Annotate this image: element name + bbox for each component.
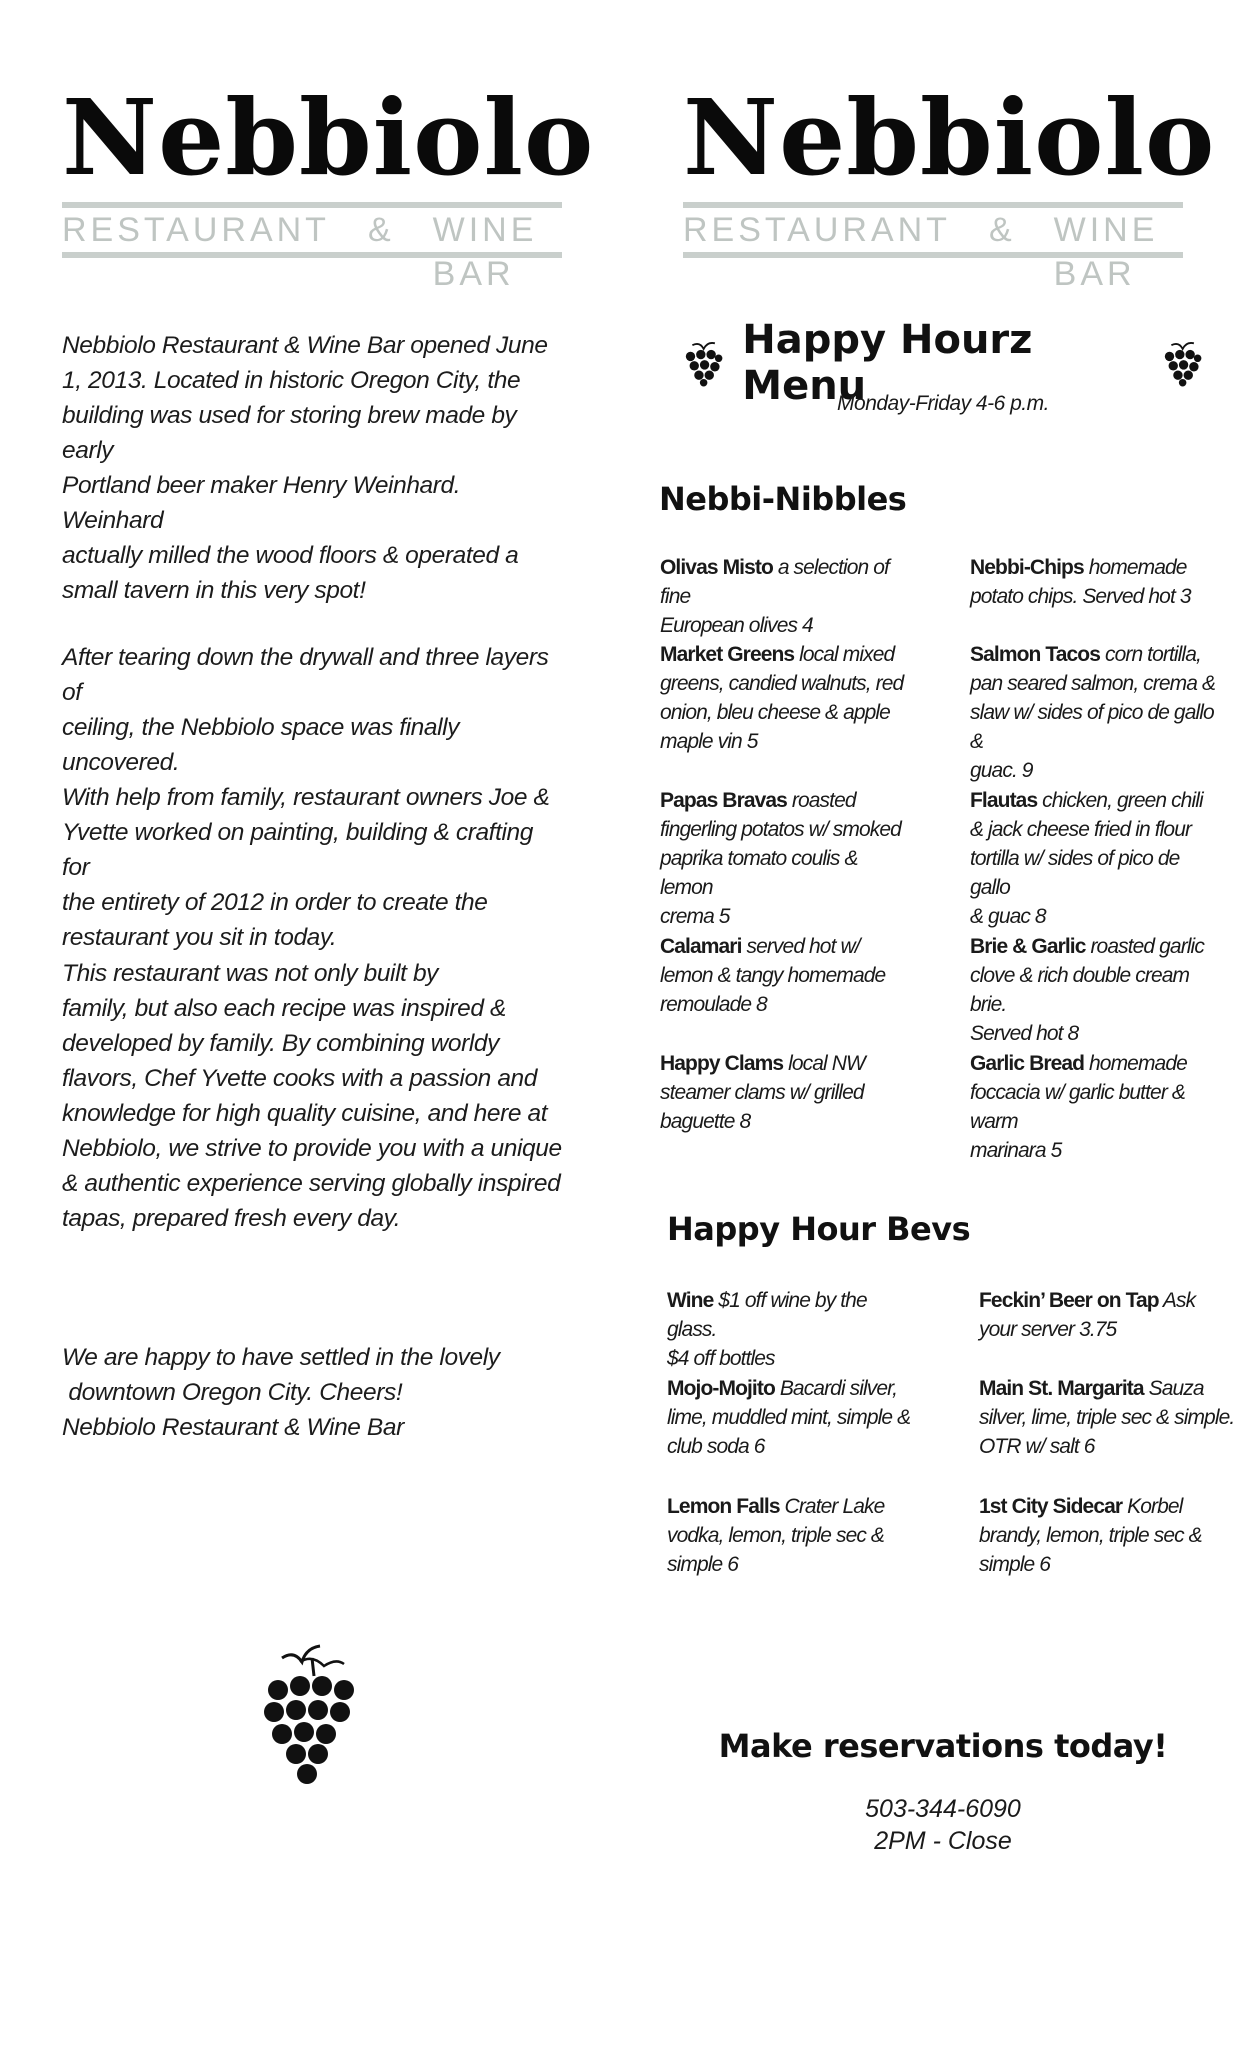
item-desc: & guac 8 xyxy=(970,905,1046,928)
item-name: Papas Bravas xyxy=(660,789,787,812)
item-desc: simple 6 xyxy=(667,1553,738,1576)
item-desc: roasted garlic xyxy=(1085,935,1204,958)
item-desc: clove & rich double cream brie. xyxy=(970,964,1190,1016)
item-desc: slaw w/ sides of pico de gallo & xyxy=(970,701,1214,753)
item-desc: potato chips. Served hot 3 xyxy=(970,585,1191,608)
item-desc: OTR w/ salt 6 xyxy=(979,1435,1095,1458)
tagline-restaurant: RESTAURANT xyxy=(62,211,330,249)
item-desc: $1 off wine by the glass. xyxy=(667,1289,867,1341)
reservations-callout: Make reservations today! xyxy=(718,1727,1168,1765)
section-heading-bevs: Happy Hour Bevs xyxy=(667,1210,971,1248)
item-desc: foccacia w/ garlic butter & warm xyxy=(970,1081,1185,1133)
item-desc: homemade xyxy=(1083,556,1187,579)
item-desc: homemade xyxy=(1084,1052,1187,1075)
item-desc: Korbel xyxy=(1122,1495,1183,1518)
story-line: After tearing down the drywall and three layers of xyxy=(62,644,549,706)
phone-number: 503-344-6090 xyxy=(865,1795,1021,1823)
item-name: Market Greens xyxy=(660,643,795,666)
tagline-wine-bar: WINE BAR xyxy=(1053,211,1159,293)
bev-item xyxy=(667,1492,917,1579)
menu-item xyxy=(970,553,1220,611)
menu-item xyxy=(970,786,1220,931)
item-desc: tortilla w/ sides of pico de gallo xyxy=(970,847,1180,899)
item-name: Lemon Falls xyxy=(667,1495,780,1518)
story-line: We are happy to have settled in the lovely xyxy=(62,1344,500,1371)
left-masthead xyxy=(62,76,595,293)
tagline-restaurant: RESTAURANT xyxy=(683,211,951,249)
menu-item xyxy=(970,932,1220,1048)
item-desc: brandy, lemon, triple sec & xyxy=(979,1524,1202,1547)
story-line: restaurant you sit in today. xyxy=(62,924,337,951)
menu-hours: Monday-Friday 4-6 p.m. xyxy=(837,392,1049,415)
story-line: family, but also each recipe was inspired & xyxy=(62,995,506,1022)
story-line: With help from family, restaurant owners Joe & xyxy=(62,784,550,811)
item-desc: Crater Lake xyxy=(779,1495,885,1518)
menu-item xyxy=(660,786,910,931)
item-name: Calamari xyxy=(660,935,742,958)
item-desc: paprika tomato coulis & lemon xyxy=(660,847,858,899)
item-desc: chicken, green chili xyxy=(1037,789,1203,812)
item-name: 1st City Sidecar xyxy=(979,1495,1123,1518)
item-desc: onion, bleu cheese & apple xyxy=(660,701,890,724)
tagline-ampersand: & xyxy=(367,211,395,249)
grapes-icon xyxy=(1162,338,1203,388)
item-name: Brie & Garlic xyxy=(970,935,1086,958)
item-name: Feckin’ Beer on Tap xyxy=(979,1289,1159,1312)
item-name: Garlic Bread xyxy=(970,1052,1085,1075)
story-paragraph-4 xyxy=(62,1340,562,1445)
menu-item xyxy=(970,640,1220,785)
grapes-icon xyxy=(683,338,724,388)
grapes-icon xyxy=(254,1640,364,1790)
item-desc: European olives 4 xyxy=(660,614,813,637)
item-desc: $4 off bottles xyxy=(667,1347,775,1370)
item-desc: crema 5 xyxy=(660,905,730,928)
item-desc: club soda 6 xyxy=(667,1435,765,1458)
right-masthead xyxy=(683,76,1216,293)
bev-item xyxy=(979,1374,1239,1461)
section-heading-nibbles: Nebbi-Nibbles xyxy=(659,480,907,518)
story-paragraph-3 xyxy=(62,956,562,1236)
bev-item xyxy=(979,1286,1229,1344)
bev-item xyxy=(979,1492,1229,1579)
story-line: Yvette worked on painting, building & crafting for xyxy=(62,819,533,881)
story-line: Nebbiolo, we strive to provide you with a unique xyxy=(62,1135,562,1162)
item-desc: a selection of fine xyxy=(660,556,889,608)
bev-item xyxy=(667,1286,917,1373)
item-desc: greens, candied walnuts, red xyxy=(660,672,904,695)
item-name: Main St. Margarita xyxy=(979,1377,1144,1400)
item-desc: silver, lime, triple sec & simple. xyxy=(979,1406,1235,1429)
item-name: Salmon Tacos xyxy=(970,643,1101,666)
opening-hours: 2PM - Close xyxy=(874,1827,1012,1855)
story-line: Portland beer maker Henry Weinhard. Weinhard xyxy=(62,472,461,534)
story-line: small tavern in this very spot! xyxy=(62,577,366,604)
item-desc: local mixed xyxy=(794,643,895,666)
item-name: Wine xyxy=(667,1289,714,1312)
item-desc: Bacardi silver, xyxy=(774,1377,898,1400)
item-desc: simple 6 xyxy=(979,1553,1050,1576)
story-paragraph-2 xyxy=(62,640,562,955)
tagline xyxy=(62,208,562,293)
item-desc: corn tortilla, xyxy=(1100,643,1201,666)
item-desc: guac. 9 xyxy=(970,759,1033,782)
menu-item xyxy=(660,553,910,640)
story-line: This restaurant was not only built by xyxy=(62,960,439,987)
item-desc: marinara 5 xyxy=(970,1139,1062,1162)
story-line: the entirety of 2012 in order to create the xyxy=(62,889,488,916)
item-desc: local NW xyxy=(783,1052,865,1075)
story-line: developed by family. By combining worldy xyxy=(62,1030,500,1057)
item-desc: baguette 8 xyxy=(660,1110,751,1133)
story-line: ceiling, the Nebbiolo space was finally uncovered. xyxy=(62,714,460,776)
story-line: actually milled the wood floors & operated a xyxy=(62,542,519,569)
item-desc: served hot w/ xyxy=(741,935,860,958)
story-line: & authentic experience serving globally inspired xyxy=(62,1170,561,1197)
story-line: Nebbiolo Restaurant & Wine Bar xyxy=(62,1414,404,1441)
menu-item xyxy=(970,1049,1230,1165)
item-desc: pan seared salmon, crema & xyxy=(970,672,1216,695)
brand-name: Nebbiolo xyxy=(683,76,1216,199)
item-desc: steamer clams w/ grilled xyxy=(660,1081,864,1104)
bev-item xyxy=(667,1374,917,1461)
story-line: tapas, prepared fresh every day. xyxy=(62,1205,401,1232)
item-name: Nebbi-Chips xyxy=(970,556,1084,579)
brand-name: Nebbiolo xyxy=(62,76,595,199)
item-desc: Served hot 8 xyxy=(970,1022,1079,1045)
tagline-ampersand: & xyxy=(988,211,1016,249)
item-desc: your server 3.75 xyxy=(979,1318,1117,1341)
story-line: downtown Oregon City. Cheers! xyxy=(62,1379,403,1406)
item-desc: roasted xyxy=(786,789,856,812)
item-desc: remoulade 8 xyxy=(660,993,767,1016)
tagline xyxy=(683,208,1183,293)
item-desc: & jack cheese fried in flour xyxy=(970,818,1192,841)
story-line: 1, 2013. Located in historic Oregon City, the xyxy=(62,367,521,394)
item-name: Mojo-Mojito xyxy=(667,1377,775,1400)
item-desc: lime, muddled mint, simple & xyxy=(667,1406,911,1429)
story-line: knowledge for high quality cuisine, and here at xyxy=(62,1100,548,1127)
menu-title: Happy Hourz Menu xyxy=(742,317,1033,409)
story-line: Nebbiolo Restaurant & Wine Bar opened June xyxy=(62,332,548,359)
story-line: flavors, Chef Yvette cooks with a passion and xyxy=(62,1065,537,1092)
item-name: Flautas xyxy=(970,789,1038,812)
tagline-wine-bar: WINE BAR xyxy=(432,211,538,293)
menu-item xyxy=(660,932,910,1019)
item-desc: vodka, lemon, triple sec & xyxy=(667,1524,885,1547)
item-desc: lemon & tangy homemade xyxy=(660,964,886,987)
menu-item xyxy=(660,1049,910,1136)
item-name: Olivas Misto xyxy=(660,556,773,579)
menu-item xyxy=(660,640,910,756)
item-desc: Ask xyxy=(1158,1289,1196,1312)
item-desc: fingerling potatos w/ smoked xyxy=(660,818,901,841)
item-desc: Sauza xyxy=(1143,1377,1204,1400)
story-paragraph-1 xyxy=(62,328,562,608)
item-name: Happy Clams xyxy=(660,1052,784,1075)
story-line: building was used for storing brew made by early xyxy=(62,402,517,464)
item-desc: maple vin 5 xyxy=(660,730,758,753)
